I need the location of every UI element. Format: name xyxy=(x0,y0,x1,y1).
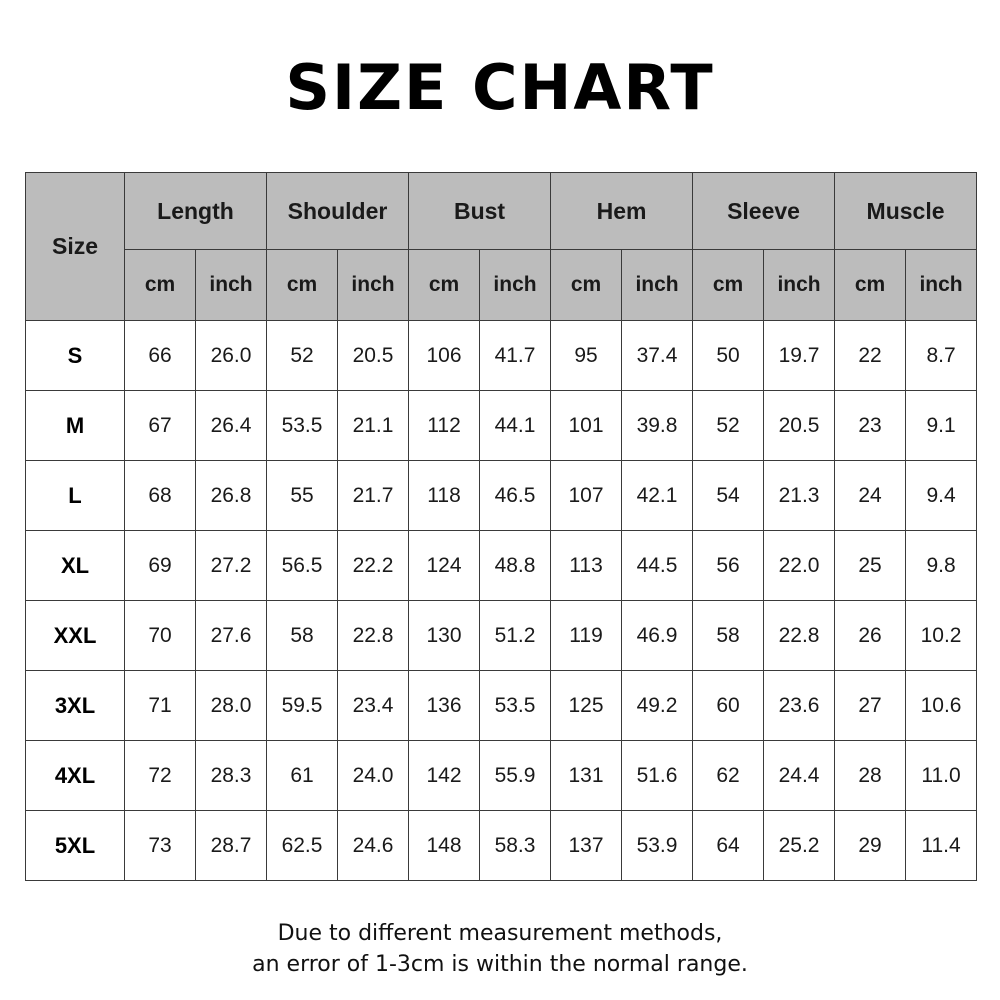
measurement-cell: 68 xyxy=(125,461,196,531)
measurement-cell: 118 xyxy=(409,461,480,531)
size-label-cell: S xyxy=(26,321,125,391)
table-header xyxy=(26,173,977,321)
unit-inch-header: inch xyxy=(480,250,551,321)
measurement-cell: 64 xyxy=(693,811,764,881)
measurement-cell: 148 xyxy=(409,811,480,881)
size-label-cell: M xyxy=(26,391,125,461)
unit-inch-header: inch xyxy=(906,250,977,321)
measurement-cell: 51.6 xyxy=(622,741,693,811)
unit-cm-header: cm xyxy=(267,250,338,321)
measurement-cell: 28.3 xyxy=(196,741,267,811)
measurement-cell: 10.6 xyxy=(906,671,977,741)
unit-cm-header: cm xyxy=(551,250,622,321)
measurement-cell: 44.1 xyxy=(480,391,551,461)
table-row xyxy=(26,671,977,741)
measurement-cell: 62 xyxy=(693,741,764,811)
measurement-cell: 46.5 xyxy=(480,461,551,531)
measurement-cell: 46.9 xyxy=(622,601,693,671)
hem-header: Hem xyxy=(551,173,693,250)
measurement-cell: 25.2 xyxy=(764,811,835,881)
group-header-row xyxy=(26,173,977,250)
measurement-cell: 44.5 xyxy=(622,531,693,601)
measurement-cell: 26.0 xyxy=(196,321,267,391)
unit-inch-header: inch xyxy=(338,250,409,321)
measurement-cell: 53.5 xyxy=(480,671,551,741)
measurement-cell: 27.2 xyxy=(196,531,267,601)
measurement-cell: 22.8 xyxy=(338,601,409,671)
measurement-cell: 23 xyxy=(835,391,906,461)
measurement-cell: 21.1 xyxy=(338,391,409,461)
measurement-cell: 24.4 xyxy=(764,741,835,811)
measurement-cell: 125 xyxy=(551,671,622,741)
table-row xyxy=(26,461,977,531)
measurement-cell: 50 xyxy=(693,321,764,391)
unit-cm-header: cm xyxy=(409,250,480,321)
measurement-cell: 58 xyxy=(693,601,764,671)
measurement-cell: 66 xyxy=(125,321,196,391)
unit-cm-header: cm xyxy=(693,250,764,321)
measurement-cell: 26.8 xyxy=(196,461,267,531)
shoulder-header: Shoulder xyxy=(267,173,409,250)
measurement-cell: 106 xyxy=(409,321,480,391)
measurement-cell: 37.4 xyxy=(622,321,693,391)
measurement-cell: 27 xyxy=(835,671,906,741)
table-body xyxy=(26,321,977,881)
size-label-cell: XL xyxy=(26,531,125,601)
measurement-cell: 130 xyxy=(409,601,480,671)
measurement-cell: 8.7 xyxy=(906,321,977,391)
measurement-cell: 62.5 xyxy=(267,811,338,881)
measurement-cell: 95 xyxy=(551,321,622,391)
sleeve-header: Sleeve xyxy=(693,173,835,250)
measurement-cell: 56.5 xyxy=(267,531,338,601)
size-label-cell: 5XL xyxy=(26,811,125,881)
measurement-cell: 55 xyxy=(267,461,338,531)
size-label-cell: 3XL xyxy=(26,671,125,741)
measurement-cell: 72 xyxy=(125,741,196,811)
measurement-cell: 26.4 xyxy=(196,391,267,461)
measurement-cell: 58.3 xyxy=(480,811,551,881)
measurement-cell: 11.4 xyxy=(906,811,977,881)
measurement-cell: 124 xyxy=(409,531,480,601)
measurement-cell: 20.5 xyxy=(764,391,835,461)
measurement-cell: 70 xyxy=(125,601,196,671)
measurement-cell: 22.0 xyxy=(764,531,835,601)
measurement-cell: 41.7 xyxy=(480,321,551,391)
unit-cm-header: cm xyxy=(835,250,906,321)
measurement-cell: 142 xyxy=(409,741,480,811)
measurement-cell: 107 xyxy=(551,461,622,531)
measurement-cell: 69 xyxy=(125,531,196,601)
table-row xyxy=(26,741,977,811)
measurement-cell: 9.1 xyxy=(906,391,977,461)
measurement-cell: 55.9 xyxy=(480,741,551,811)
measurement-cell: 42.1 xyxy=(622,461,693,531)
measurement-cell: 22.2 xyxy=(338,531,409,601)
measurement-cell: 136 xyxy=(409,671,480,741)
measurement-cell: 9.4 xyxy=(906,461,977,531)
table-row xyxy=(26,321,977,391)
measurement-cell: 137 xyxy=(551,811,622,881)
measurement-cell: 10.2 xyxy=(906,601,977,671)
measurement-note xyxy=(0,918,1000,980)
size-label-cell: L xyxy=(26,461,125,531)
measurement-cell: 52 xyxy=(267,321,338,391)
measurement-cell: 11.0 xyxy=(906,741,977,811)
measurement-cell: 56 xyxy=(693,531,764,601)
note-line-1: Due to different measurement methods, xyxy=(277,921,723,946)
measurement-cell: 28.7 xyxy=(196,811,267,881)
note-line-2: an error of 1-3cm is within the normal range. xyxy=(252,952,748,977)
size-chart-table xyxy=(25,172,977,881)
measurement-cell: 101 xyxy=(551,391,622,461)
measurement-cell: 19.7 xyxy=(764,321,835,391)
measurement-cell: 9.8 xyxy=(906,531,977,601)
measurement-cell: 53.9 xyxy=(622,811,693,881)
measurement-cell: 49.2 xyxy=(622,671,693,741)
measurement-cell: 20.5 xyxy=(338,321,409,391)
bust-header: Bust xyxy=(409,173,551,250)
measurement-cell: 24.0 xyxy=(338,741,409,811)
measurement-cell: 60 xyxy=(693,671,764,741)
measurement-cell: 51.2 xyxy=(480,601,551,671)
measurement-cell: 131 xyxy=(551,741,622,811)
measurement-cell: 113 xyxy=(551,531,622,601)
table-row xyxy=(26,531,977,601)
measurement-cell: 28 xyxy=(835,741,906,811)
measurement-cell: 48.8 xyxy=(480,531,551,601)
measurement-cell: 53.5 xyxy=(267,391,338,461)
measurement-cell: 39.8 xyxy=(622,391,693,461)
measurement-cell: 27.6 xyxy=(196,601,267,671)
measurement-cell: 22.8 xyxy=(764,601,835,671)
measurement-cell: 26 xyxy=(835,601,906,671)
measurement-cell: 112 xyxy=(409,391,480,461)
measurement-cell: 61 xyxy=(267,741,338,811)
measurement-cell: 28.0 xyxy=(196,671,267,741)
size-column-header: Size xyxy=(26,173,125,321)
measurement-cell: 23.6 xyxy=(764,671,835,741)
unit-inch-header: inch xyxy=(196,250,267,321)
measurement-cell: 119 xyxy=(551,601,622,671)
measurement-cell: 24.6 xyxy=(338,811,409,881)
muscle-header: Muscle xyxy=(835,173,977,250)
length-header: Length xyxy=(125,173,267,250)
measurement-cell: 59.5 xyxy=(267,671,338,741)
unit-inch-header: inch xyxy=(622,250,693,321)
measurement-cell: 24 xyxy=(835,461,906,531)
unit-cm-header: cm xyxy=(125,250,196,321)
unit-header-row xyxy=(26,250,977,321)
measurement-cell: 54 xyxy=(693,461,764,531)
measurement-cell: 29 xyxy=(835,811,906,881)
measurement-cell: 58 xyxy=(267,601,338,671)
page-title: SIZE CHART xyxy=(285,51,715,124)
table-row xyxy=(26,601,977,671)
measurement-cell: 21.3 xyxy=(764,461,835,531)
table-row xyxy=(26,811,977,881)
size-label-cell: XXL xyxy=(26,601,125,671)
measurement-cell: 21.7 xyxy=(338,461,409,531)
measurement-cell: 67 xyxy=(125,391,196,461)
unit-inch-header: inch xyxy=(764,250,835,321)
measurement-cell: 25 xyxy=(835,531,906,601)
measurement-cell: 52 xyxy=(693,391,764,461)
size-label-cell: 4XL xyxy=(26,741,125,811)
table-row xyxy=(26,391,977,461)
measurement-cell: 71 xyxy=(125,671,196,741)
measurement-cell: 73 xyxy=(125,811,196,881)
measurement-cell: 23.4 xyxy=(338,671,409,741)
measurement-cell: 22 xyxy=(835,321,906,391)
